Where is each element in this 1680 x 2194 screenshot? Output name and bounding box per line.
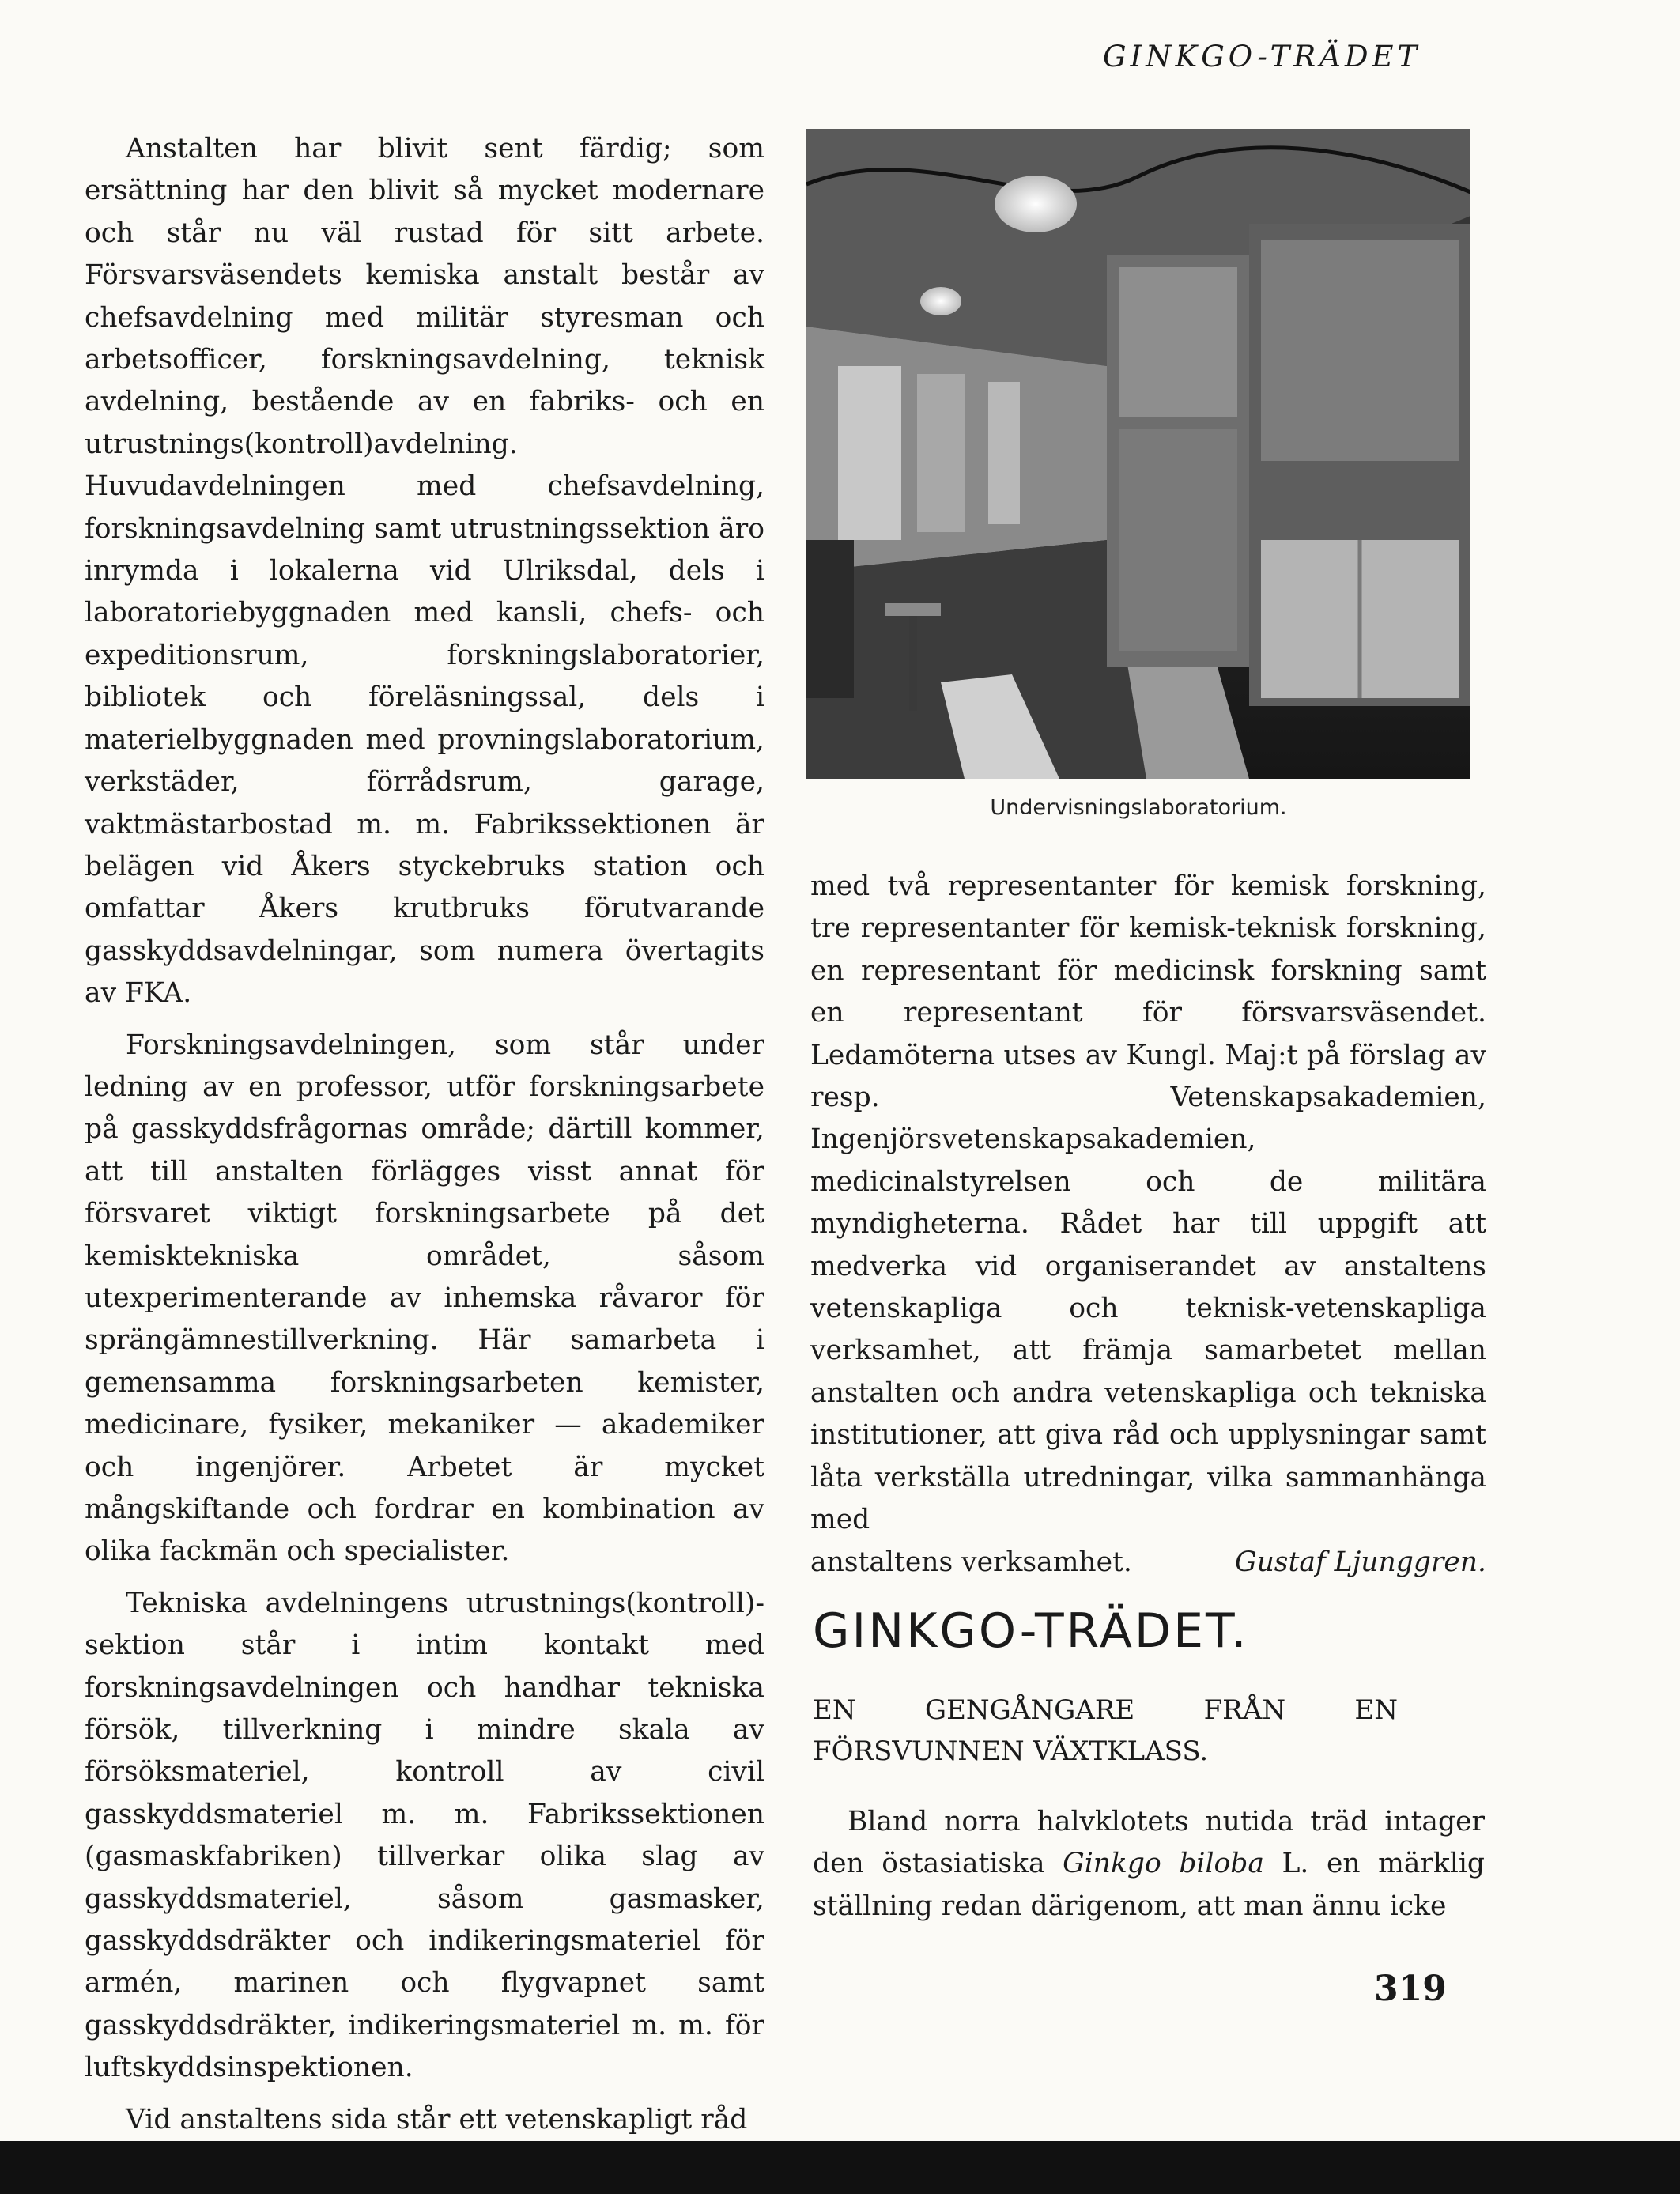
photo-caption: Undervisningslaboratorium. <box>990 795 1287 820</box>
species-name: Ginkgo biloba <box>1063 1848 1264 1880</box>
paragraph: Vid anstaltens sida står ett vetenskapligt råd <box>126 2103 748 2135</box>
scan-bottom-edge <box>0 2141 1680 2194</box>
article-title: GINKGO-TRÄDET. <box>813 1603 1249 1659</box>
right-text-column <box>810 866 1486 1584</box>
author-signature: Gustaf Ljunggren. <box>1235 1546 1486 1578</box>
last-line-text: anstaltens verksamhet. <box>810 1546 1132 1578</box>
page-number: 319 <box>1374 1969 1447 2009</box>
article-intro <box>813 1801 1485 1928</box>
intro-text: Bland norra halvklotets nutida träd intager den östasiatiska <box>813 1806 1485 1880</box>
paragraph: med två representanter för kemisk forskning, tre representanter för kemisk-teknisk forskning, en representant för medicinsk forskning samt en representant för försvarsväsendet. Ledamöterna utses av Kungl. Maj:t på förslag av resp. Vetenskapsakademien, Ingenjörsvetenskapsakademien, medicinalstyrelsen och de militära myndigheterna. Rådet har till uppgift att medverka vid organiserandet av anstaltens vetenskapliga och teknisk-vetenskapliga verksamhet, att främja samarbetet mellan anstalten och andra vetenskapliga och tekniska institutioner, att giva råd och upplysningar samt låta verkställa utredningar, vilka sammanhänga med <box>810 870 1486 1536</box>
running-header: GINKGO-TRÄDET <box>1103 40 1421 74</box>
article-subtitle: EN GENGÅNGARE FRÅN EN FÖRSVUNNEN VÄXTKLASS. <box>813 1694 1398 1767</box>
paragraph <box>813 1801 1485 1928</box>
paragraph: Tekniska avdelningens utrustnings(kontroll)-sektion står i intim kontakt med forskningsavdelningen och handhar tekniska försök, tillverkning i mindre skala av försöksmateriel, kontroll av civil gasskyddsmateriel m. m. Fabrikssektionen (gasmaskfabriken) tillverkar olika slag av gasskyddsmateriel, såsom gasmasker, gasskyddsdräkter och indikeringsmateriel för armén, marinen och flygvapnet samt gasskyddsdräkter, indikeringsmateriel m. m. för luftskyddsinspektionen. <box>85 1587 764 2084</box>
paragraph: Forskningsavdelningen, som står under ledning av en professor, utför forskningsarbete på gasskyddsfrågornas område; därtill kommer, att till anstalten förlägges visst annat för försvaret viktigt forskningsarbete på det kemisktekniska området, såsom utexperimenterande av inhemska råvaror för sprängämnestillverkning. Här samarbeta i gemensamma forskningsarbeten kemister, medicinare, fysiker, mekaniker — akademiker och ingenjörer. Arbetet är mycket mångskiftande och fordrar en kombination av olika fackmän och specialister. <box>85 1029 764 1568</box>
paragraph: Anstalten har blivit sent färdig; som ersättning har den blivit så mycket modernare och står nu väl rustad för sitt arbete. Försvarsväsendets kemiska anstalt består av chefsavdelning med militär styresman och arbetsofficer, forskningsavdelning, teknisk avdelning, bestående av en fabriks- och en utrustnings(kontroll)avdelning. Huvudavdelningen med chefsavdelning, forskningsavdelning samt utrustningssektion äro inrymda i lokalerna vid Ulriksdal, dels i laboratoriebyggnaden med kansli, chefs- och expeditionsrum, forskningslaboratorier, bibliotek och föreläsningssal, dels i materielbyggnaden med provningslaboratorium, verkstäder, förrådsrum, garage, vaktmästarbostad m. m. Fabrikssektionen är belägen vid Åkers styckebruks station och omfattar Åkers krutbruks förutvarande gasskyddsavdelningar, som numera övertagits av FKA. <box>85 133 764 1010</box>
left-text-column <box>85 128 764 2141</box>
laboratory-photo <box>806 129 1470 779</box>
intro-text-continued: L. en märklig ställning redan därigenom, att man ännu icke <box>813 1848 1485 1922</box>
signature-line <box>810 1542 1486 1584</box>
